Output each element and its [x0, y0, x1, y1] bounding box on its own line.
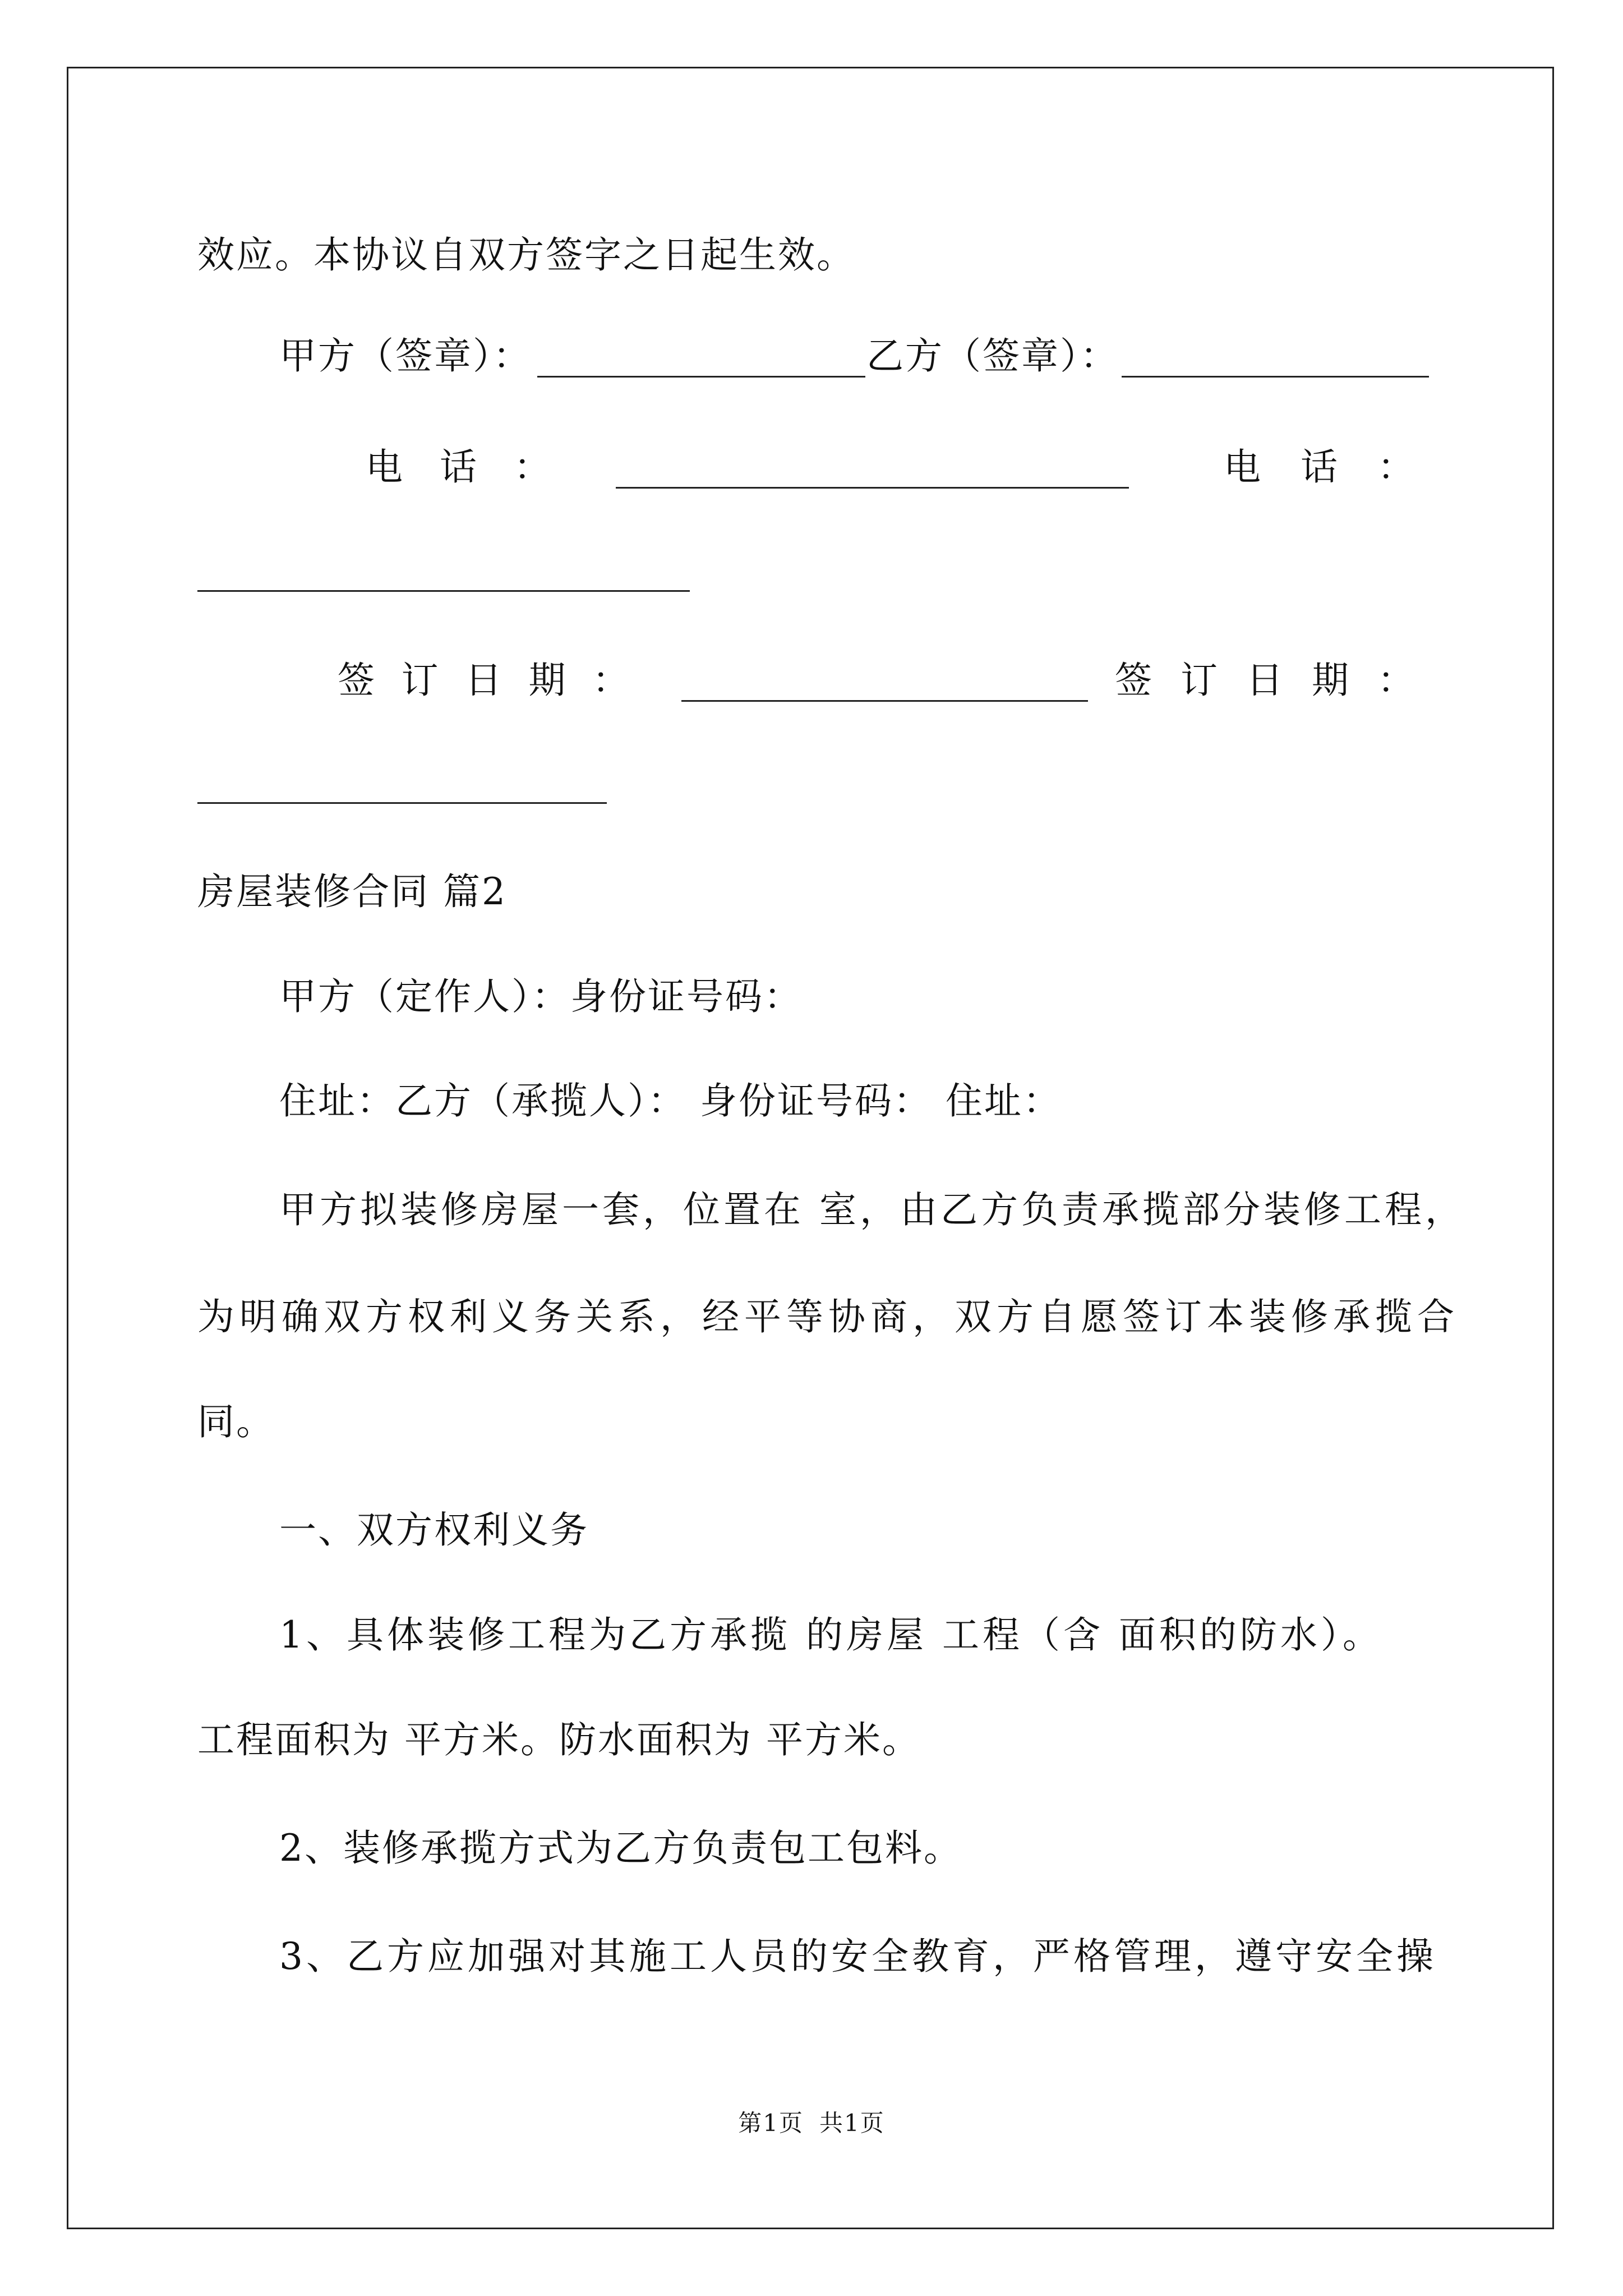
date-label-b-char-4: 期 [1312, 659, 1349, 702]
item-2: 2、装修承揽方式为乙方负责包工包料。 [279, 1826, 962, 1870]
intro-line-2: 为明确双方权利义务关系，经平等协商，双方自愿签订本装修承揽合 [197, 1295, 1459, 1338]
date-label-a-char-1: 签 [338, 659, 375, 702]
page-border [67, 67, 1554, 2229]
date-label-b-char-2: 订 [1181, 659, 1218, 702]
phone-label-b-char-3: ： [1377, 445, 1414, 489]
party-b-sign-blank[interactable] [1122, 376, 1429, 378]
phone-a-blank[interactable] [616, 487, 1129, 489]
party-a-line: 甲方（定作人）：身份证号码： [279, 975, 803, 1018]
date-label-b-char-3: 日 [1246, 659, 1283, 702]
date-label-b [1115, 655, 1414, 706]
item-1-line-2: 工程面积为 平方米。防水面积为 平方米。 [197, 1718, 921, 1761]
phone-label-a-char-2: 话 [440, 445, 477, 489]
page-total: 共1页 [819, 2109, 885, 2137]
item-3: 3、乙方应加强对其施工人员的安全教育，严格管理，遵守安全操 [279, 1935, 1437, 1978]
heading-rights-obligations: 一、双方权利义务 [279, 1508, 589, 1552]
phone-label-a [366, 442, 551, 493]
date-label-a-char-5: ： [592, 659, 629, 702]
phone-label-a-char-1: 电 [366, 445, 403, 489]
intro-line-1: 甲方拟装修房屋一套，位置在 室，由乙方负责承揽部分装修工程， [279, 1188, 1465, 1231]
date-b-blank[interactable] [197, 802, 607, 804]
party-a-sign-blank[interactable] [537, 376, 865, 378]
date-label-a-char-2: 订 [401, 659, 439, 702]
date-label-b-char-1: 签 [1115, 659, 1152, 702]
address-line: 住址：乙方（承揽人）： 身份证号码： 住址： [279, 1079, 1062, 1122]
phone-label-a-char-3: ： [514, 445, 551, 489]
intro-line-3: 同。 [197, 1400, 275, 1443]
item-1-line-1: 1、具体装修工程为乙方承揽 的房屋 工程（含 面积的防水）。 [279, 1613, 1383, 1657]
date-label-b-char-5: ： [1377, 659, 1414, 702]
section-title: 房屋装修合同 篇2 [197, 870, 507, 913]
page-footer [0, 2106, 1623, 2140]
party-b-sign-label: 乙方（签章）： [866, 334, 1119, 378]
phone-label-b [1224, 442, 1414, 493]
date-a-blank[interactable] [681, 700, 1088, 702]
phone-label-b-char-1: 电 [1224, 445, 1261, 489]
date-label-a-char-4: 期 [528, 659, 566, 702]
phone-b-blank[interactable] [197, 590, 690, 592]
date-label-a [338, 655, 629, 706]
date-label-a-char-3: 日 [465, 659, 502, 702]
page-number: 第1页 [738, 2109, 804, 2137]
party-a-sign-label: 甲方（签章）： [279, 334, 532, 378]
phone-label-b-char-2: 话 [1301, 445, 1338, 489]
text-line-effect: 效应。本协议自双方签字之日起生效。 [197, 233, 855, 277]
